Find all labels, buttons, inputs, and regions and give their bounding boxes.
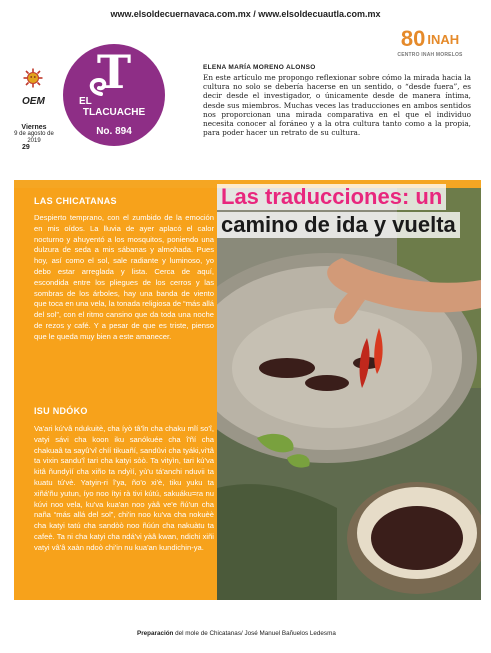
inah-logo xyxy=(391,28,469,58)
badge-letter: T xyxy=(96,45,132,99)
sidebar-heading-isu-ndoko: ISU NDÓKO xyxy=(34,406,88,416)
website-url-header[interactable]: www.elsoldecuernavaca.com.mx / www.elsoldecuautla.com.mx xyxy=(110,9,381,19)
inah-anniversary-number: 80 xyxy=(400,26,426,51)
sidebar-text-isu-ndoko: Va'ari kú'vâ ndukuitè, cha íyò tâ'în cha chaku mîí so'î, vatyi sávi cha koon iku sanókuée cha î'ñí cha chakuaâ ta sayû'vî chíí tikuañí, sandûvi cha tyáki,vi'tâ ta vixin sandu'î tari cha katyi sòò. Ta vityìn, tari kú'va kitâ ñundyìí cha xiño ta ndyìí, yù'u tá'anchi nduvii ta kuatu tú'vè. Yatyin-ri î'ya, ño'o xi'è, tiku yuku ta xiñá'ñu yutun, íyo noo ítyi rà tivi kútú, sakuáku=ra nu kúvi noo vela, ku'va kua'an noo yàâ ve'e ñú'un cha naña “más allá del sol”, chi'in noo ku'va cha nokuèè cha katyi tatú cha sandòò noo ñúún cha nakuàtu ta cafeè. Ta ni cha katyi cha ndá'vi yàâ kwan, ndichi xiñi vatyi vâ'â xaàn ndoò chi'in nu kua'an kundichin-ya. xyxy=(34,424,214,552)
sun-icon xyxy=(23,68,43,88)
sidebar-heading-chicatanas: LAS CHICATANAS xyxy=(34,196,117,206)
photo-caption-bold: Preparación xyxy=(137,630,174,637)
inah-subtitle: CENTRO INAH MORELOS xyxy=(397,52,463,58)
issue-date xyxy=(12,124,56,145)
sidebar-text-chicatanas: Despierto temprano, con el zumbido de la emoción en mis oídos. La lluvia de ayer aplacó el calor nocturno y ahuyentó a los mosquitos, poniendo una dulzura de seda a mis sábanas y almohada. Pues hoy, así como el sol, sale radiante y luminoso, yo debo estar arreglada y lista. Cerca de aquí, escondida entre los pliegues de los cerros y las sombras de los árboles, hay una banda de viento que toca en una vela, la tonada religiosa de “más allá del sol”, con el ritmo cansino que da toda una noche de rezos y café. Y a pesar de que es triste, pienso que le queda muy bien a este amanecer. xyxy=(34,213,214,341)
photo-illustration xyxy=(217,188,481,600)
issue-weekday: Viernes xyxy=(21,124,47,131)
badge-title xyxy=(63,96,165,118)
el-tlacuache-badge xyxy=(63,44,165,146)
article-author: ELENA MARÍA MORENO ALONSO xyxy=(203,64,316,71)
badge-title-el: EL xyxy=(79,96,92,107)
oem-logo: OEM xyxy=(22,96,45,107)
photo-caption xyxy=(137,630,336,637)
article-title-line2: camino de ida y vuelta xyxy=(217,212,460,238)
badge-title-name: TLACUACHE xyxy=(82,107,146,118)
inah-wordmark: INAH xyxy=(427,31,460,47)
sidebar-panel xyxy=(14,188,217,600)
page-number: 29 xyxy=(22,144,30,151)
article-photo xyxy=(217,188,481,600)
photo-caption-rest: del mole de Chicatanas/ José Manuel Bañuelos Ledesma xyxy=(173,630,336,637)
article-intro: En este artículo me propongo reflexionar sobre cómo la mirada hacia la cultura no solo se debería hacerse en un sentido, o “desde fuera”, es decir desde el investigador, o únicamente desde de manera íntima, desde sus miembros. Muchas veces las traducciones en ambos sentidos nos proporcionan una mirada comparativa en el que el individuo necesita conocer al foráneo y a la otra cultura tanto como a la propia, para poder hacer un retrato de su cultura. xyxy=(203,73,471,138)
issue-date-text: 9 de agosto de 2019 xyxy=(14,131,54,144)
article-title-line1: Las traducciones: un xyxy=(217,184,446,210)
issue-number: No. 894 xyxy=(96,126,132,137)
